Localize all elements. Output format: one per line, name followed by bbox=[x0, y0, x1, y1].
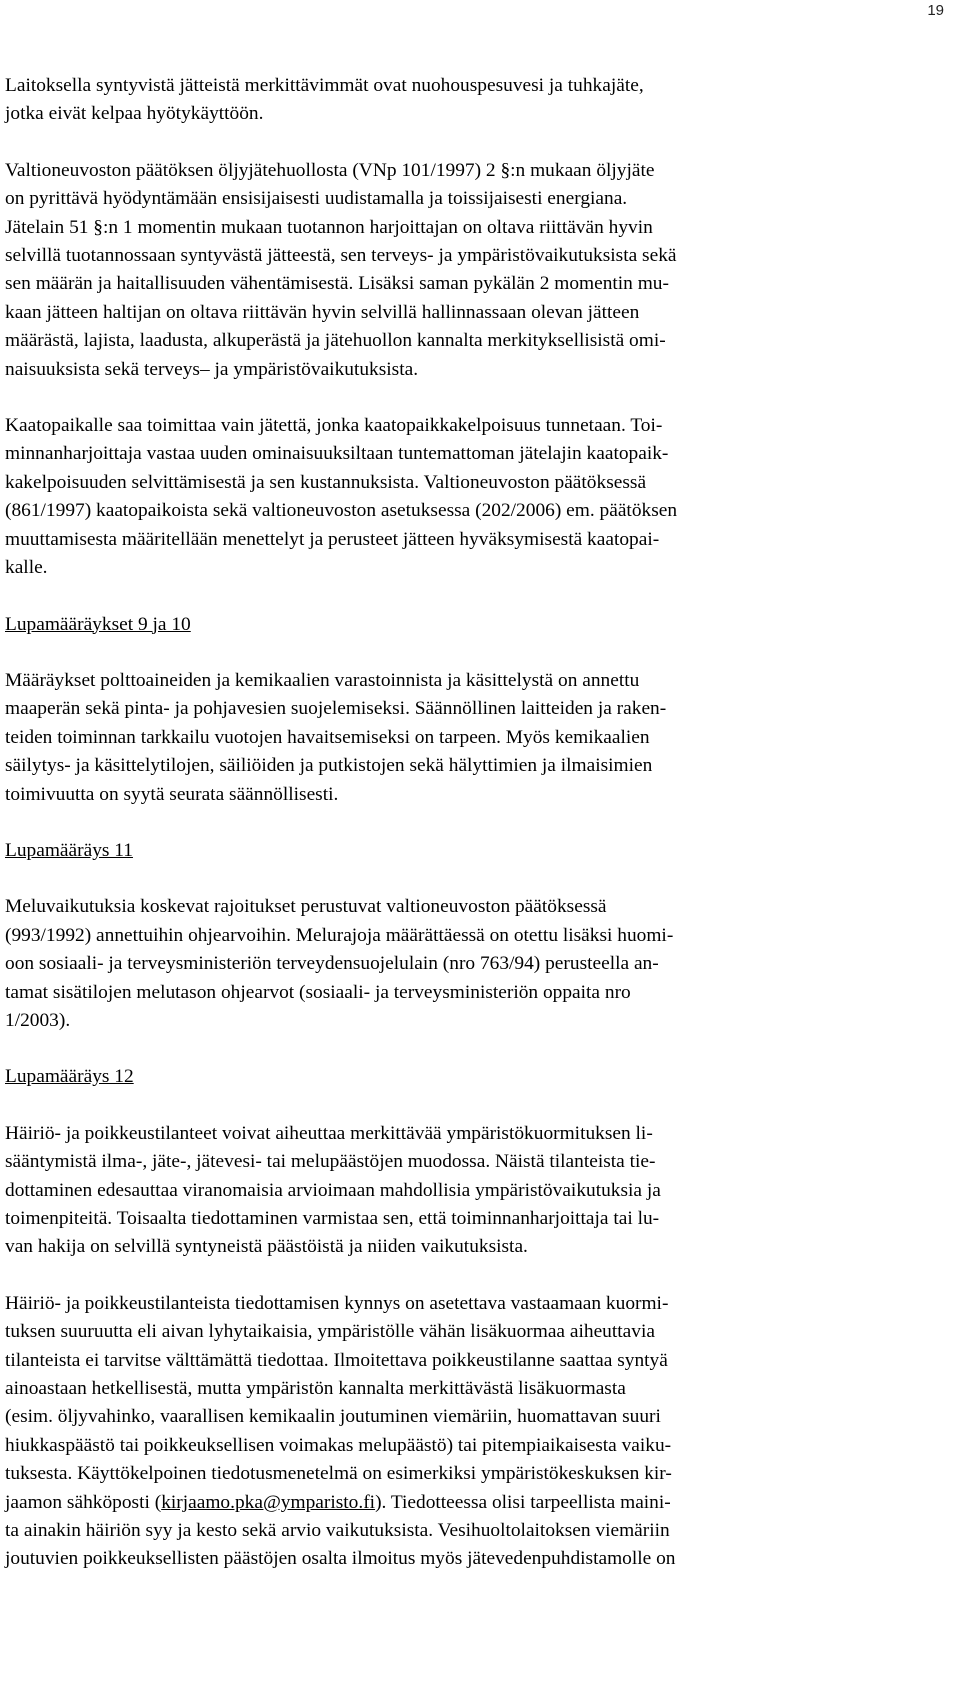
text-line: minnanharjoittaja vastaa uuden ominaisuuksiltaan tuntemattoman jätelajin kaatopaik- bbox=[5, 443, 669, 465]
paragraph-waste-act-51 bbox=[5, 214, 893, 384]
text-line: selvillä tuotannossaan syntyvästä jätteestä, sen terveys- ja ympäristövaikutuksista sekä bbox=[5, 245, 677, 267]
text-line: Jätelain 51 §:n 1 momentin mukaan tuotannon harjoittajan on oltava riittävän hyvin bbox=[5, 216, 653, 238]
paragraph-landfill bbox=[5, 412, 893, 582]
heading-permit-regulation-12: Lupamääräys 12 bbox=[5, 1066, 134, 1088]
text-fragment: ). Tiedotteessa olisi tarpeellista maini- bbox=[375, 1491, 671, 1513]
text-line: toimivuutta on syytä seurata säännöllisesti. bbox=[5, 783, 339, 805]
paragraph-waste-oil-decision bbox=[5, 157, 893, 214]
text-line: säilytys- ja käsittelytilojen, säiliöiden ja putkistojen sekä hälyttimien ja ilmaisimien bbox=[5, 755, 653, 777]
text-line: oon sosiaali- ja terveysministeriön terveydensuojelulain (nro 763/94) perusteella an- bbox=[5, 953, 659, 975]
text-line: (esim. öljyvahinko, vaarallisen kemikaalin joutuminen viemäriin, huomattavan suuri bbox=[5, 1406, 661, 1428]
text-line: kakelpoisuuden selvittämisestä ja sen kustannuksista. Valtioneuvoston päätöksessä bbox=[5, 471, 647, 493]
text-line: tuksesta. Käyttökelpoinen tiedotusmenetelmä on esimerkiksi ympäristökeskuksen kir- bbox=[5, 1463, 672, 1485]
paragraph-noise-limits bbox=[5, 893, 893, 1035]
text-line: naisuuksista sekä terveys– ja ympäristövaikutuksista. bbox=[5, 358, 419, 380]
text-line: teiden toiminnan tarkkailu vuotojen havaitsemiseksi on tarpeen. Myös kemikaalien bbox=[5, 726, 650, 748]
heading-permit-regulations-9-10: Lupamääräykset 9 ja 10 bbox=[5, 613, 191, 635]
text-line: toimenpiteitä. Toisaalta tiedottaminen varmistaa sen, että toiminnanharjoittaja tai lu- bbox=[5, 1208, 660, 1229]
text-line: kalle. bbox=[5, 557, 48, 579]
text-line: on pyrittävä hyödyntämään ensisijaisesti uudistamalla ja toissijaisesti energiana. bbox=[5, 188, 628, 210]
text-line: sääntymistä ilma-, jäte-, jätevesi- tai melupäästöjen muodossa. Näistä tilanteista tie- bbox=[5, 1151, 656, 1173]
text-line: Häiriö- ja poikkeustilanteet voivat aiheuttaa merkittävää ympäristökuormituksen li- bbox=[5, 1122, 653, 1144]
text-line: van hakija on selvillä syntyneistä päästöistä ja niiden vaikutuksista. bbox=[5, 1236, 528, 1258]
text-line: (993/1992) annettuihin ohjearvoihin. Melurajoja määrättäessä on otettu lisäksi huomi- bbox=[5, 924, 674, 946]
text-line: Häiriö- ja poikkeustilanteista tiedottamisen kynnys on asetettava vastaamaan kuormi- bbox=[5, 1292, 669, 1314]
email-link[interactable]: kirjaamo.pka@ymparisto.fi bbox=[161, 1491, 376, 1513]
text-line: jotka eivät kelpaa hyötykäyttöön. bbox=[5, 103, 264, 125]
text-line: ainoastaan hetkellisestä, mutta ympäristön kannalta merkittävästä lisäkuormasta bbox=[5, 1378, 626, 1400]
text-line: tuksen suuruutta eli aivan lyhytaikaisia, ympäristölle vähän lisäkuormaa aiheuttavia bbox=[5, 1321, 655, 1343]
text-line: Meluvaikutuksia koskevat rajoitukset perustuvat valtioneuvoston päätöksessä bbox=[5, 896, 607, 918]
paragraph-disturbance-situations bbox=[5, 1120, 893, 1262]
text-fragment: jaamon sähköposti ( bbox=[5, 1491, 162, 1513]
text-line: muuttamisesta määritellään menettelyt ja perusteet jätteen hyväksymisestä kaatopai- bbox=[5, 528, 660, 550]
text-line: tamat sisätilojen melutason ohjearvot (sosiaali- ja terveysministeriön oppaita nro bbox=[5, 981, 631, 1003]
text-line: Laitoksella syntyvistä jätteistä merkittävimmät ovat nuohouspesuvesi ja tuhkajäte, bbox=[5, 75, 644, 96]
text-line: tilanteista ei tarvitse välttämättä tiedottaa. Ilmoitettava poikkeustilanne saattaa syntyä bbox=[5, 1349, 668, 1371]
text-line: (861/1997) kaatopaikoista sekä valtioneuvoston asetuksessa (202/2006) em. päätöksen bbox=[5, 500, 678, 522]
paragraph-notification-threshold bbox=[5, 1290, 893, 1574]
text-line bbox=[5, 1489, 893, 1517]
text-line: joutuvien poikkeuksellisten päästöjen osalta ilmoitus myös jätevedenpuhdistamolle on bbox=[5, 1548, 676, 1570]
text-line: sen määrän ja haitallisuuden vähentämisestä. Lisäksi saman pykälän 2 momentin mu- bbox=[5, 273, 669, 295]
text-line: Määräykset polttoaineiden ja kemikaalien varastoinnista ja käsittelystä on annettu bbox=[5, 669, 640, 691]
text-line: 1/2003). bbox=[5, 1009, 71, 1031]
paragraph-waste-types bbox=[5, 72, 893, 129]
text-line: kaan jätteen haltijan on oltava riittävän hyvin selvillä hallinnassaan olevan jätteen bbox=[5, 301, 640, 323]
page-number: 19 bbox=[927, 2, 944, 19]
text-line: ta ainakin häiriön syy ja kesto sekä arvio vaikutuksista. Vesihuoltolaitoksen viemäriin bbox=[5, 1520, 670, 1542]
heading-permit-regulation-11: Lupamääräys 11 bbox=[5, 839, 133, 861]
text-line: Kaatopaikalle saa toimittaa vain jätettä, jonka kaatopaikkakelpoisuus tunnetaan. Toi- bbox=[5, 415, 663, 437]
text-line: hiukkaspäästö tai poikkeuksellisen voimakas melupäästö) tai pitempiaikaisesta vaiku- bbox=[5, 1434, 672, 1456]
text-line: dottaminen edesauttaa viranomaisia arvioimaan mahdollisia ympäristövaikutuksia ja bbox=[5, 1179, 661, 1201]
paragraph-fuel-chemical-storage bbox=[5, 667, 893, 809]
text-line: maaperän sekä pinta- ja pohjavesien suojelemiseksi. Säännöllinen laitteiden ja raken- bbox=[5, 698, 667, 720]
document-body bbox=[5, 72, 893, 1574]
text-line: määrästä, lajista, laadusta, alkuperästä ja jätehuollon kannalta merkityksellisistä omi- bbox=[5, 330, 666, 352]
text-line: Valtioneuvoston päätöksen öljyjätehuollosta (VNp 101/1997) 2 §:n mukaan öljyjäte bbox=[5, 159, 655, 181]
